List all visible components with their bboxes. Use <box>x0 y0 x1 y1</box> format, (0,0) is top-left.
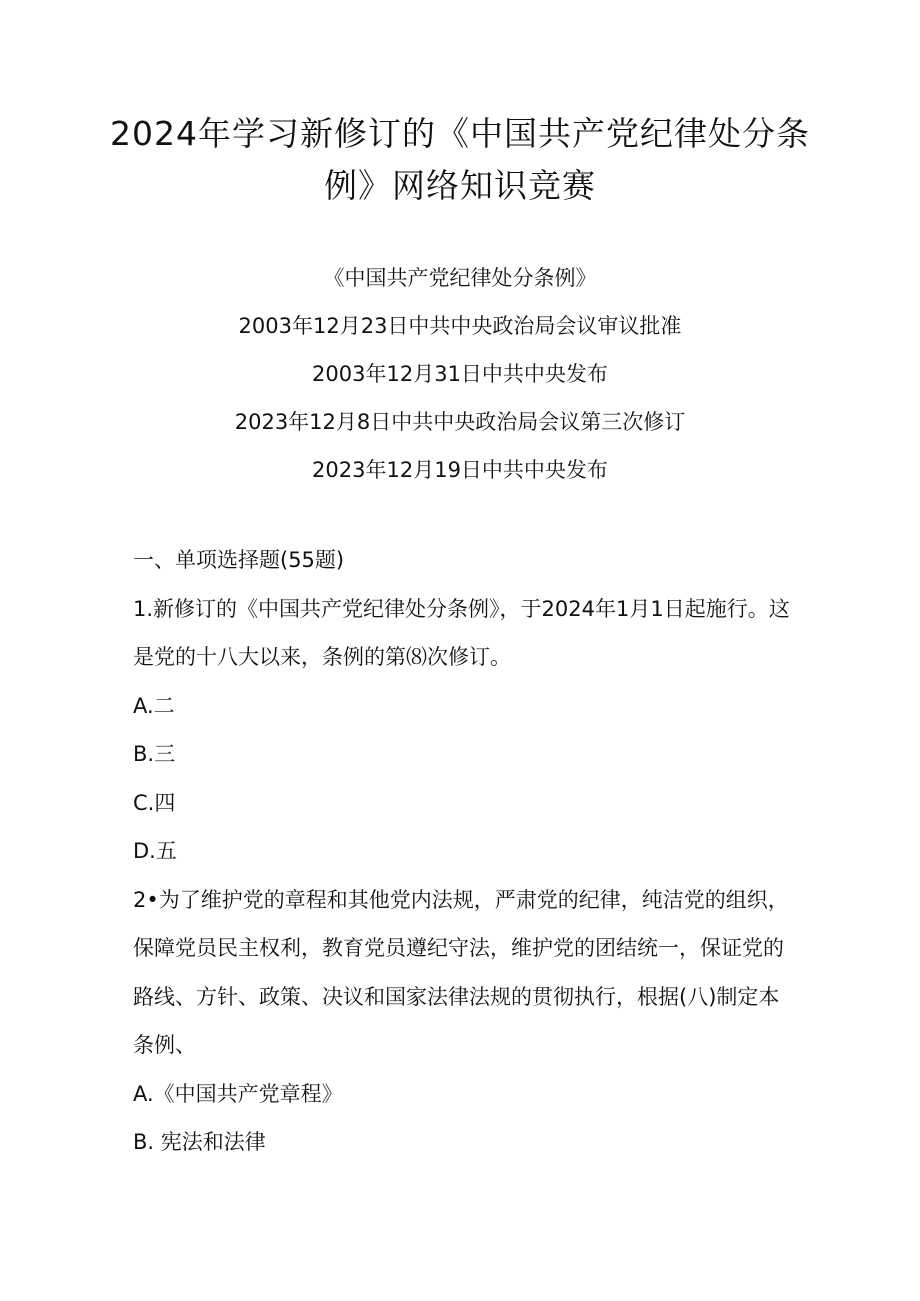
option-d: D.五 <box>133 839 177 863</box>
option-a: A.《中国共产党章程》 <box>133 1081 343 1106</box>
question-text: 2•为了维护党的章程和其他党内法规，严肃党的纪律，纯洁党的组织，保障党员民主权利，教育党员遵纪守法，维护党的团结统一，保证党的路线、方针、政策、决议和国家法律法规的贯彻执行，根据(八)制定本条例、 <box>133 887 789 1057</box>
revision-date-line: 2023年12月8日中共中央政治局会议第三次修订 <box>234 410 686 434</box>
revision-publish-date-line: 2023年12月19日中共中央发布 <box>312 458 608 482</box>
regulation-info <box>100 254 820 494</box>
question-content <box>133 536 793 1167</box>
question-text: 1.新修订的《中国共产党纪律处分条例》，于2024年1月1日起施行。这是党的十八大以来，条例的第⑻次修订。 <box>133 596 790 669</box>
approval-date-line: 2003年12月23日中共中央政治局会议审议批准 <box>238 314 682 338</box>
document-title: 2024年学习新修订的《中国共产党纪律处分条例》网络知识竞赛 <box>110 114 810 205</box>
publish-date-line: 2003年12月31日中共中央发布 <box>312 362 608 386</box>
option-b: B. 宪法和法律 <box>133 1130 266 1154</box>
option-c: C.四 <box>133 790 176 815</box>
question-2 <box>133 876 793 1167</box>
option-a: A.二 <box>133 693 175 718</box>
section-heading: 一、单项选择题(55题) <box>133 548 345 572</box>
question-1 <box>133 585 793 876</box>
regulation-name: 《中国共产党纪律处分条例》 <box>323 266 597 290</box>
option-b: B.三 <box>133 742 176 766</box>
